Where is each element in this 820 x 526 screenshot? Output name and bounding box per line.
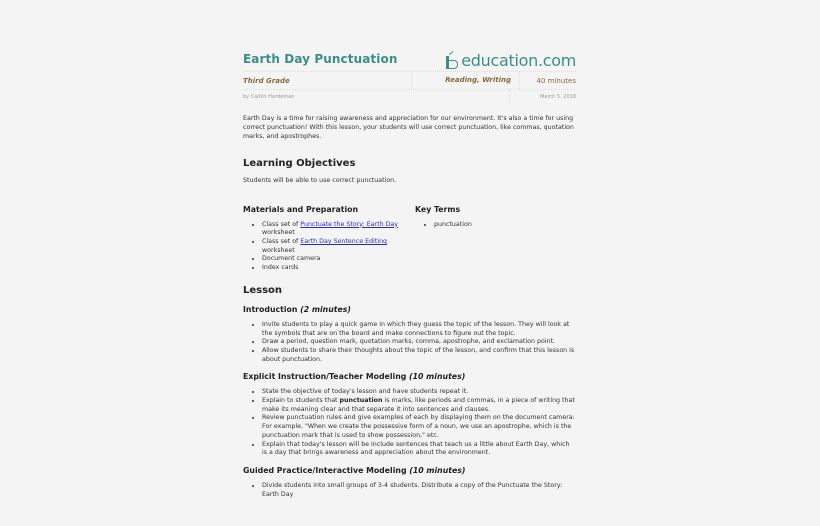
materials-section (243, 205, 415, 273)
objectives-text: Students will be able to use correct punctuation. (243, 176, 397, 184)
item-text: Explain to students that (262, 397, 340, 405)
subject-label: Reading, Writing (411, 72, 520, 89)
grade-label: Third Grade (243, 76, 290, 85)
list-item (262, 238, 415, 255)
materials-list (243, 221, 415, 273)
key-terms-section (415, 205, 576, 273)
education-logo[interactable] (445, 51, 576, 70)
materials-heading: Materials and Preparation (243, 204, 359, 214)
explicit-instruction-list (243, 388, 576, 458)
publish-date: March 5, 2018 (509, 90, 576, 104)
materials-keyterms (243, 205, 576, 273)
intro-paragraph: Earth Day is a time for raising awareness and appreciation for our environment. It's also a time for using correct punctuation! With this lesson, your students will use correct punctuation, like commas, quotation marks, and apostrophes. (243, 115, 574, 141)
book-logo-icon (445, 52, 459, 70)
introduction-list (243, 321, 576, 365)
item-text: worksheet (262, 246, 295, 254)
guided-practice-list (243, 482, 576, 499)
list-item: • Allow students to share their thoughts about the topic of the lesson, and confirm that this lesson is about punctuation. (262, 347, 576, 364)
list-item: • punctuation (434, 221, 576, 230)
duration-label: 40 minutes (536, 76, 576, 85)
explicit-instruction-heading (243, 372, 576, 382)
key-terms-list (415, 221, 576, 230)
title-row (243, 44, 576, 70)
list-item: • Index cards (262, 264, 415, 273)
list-item: • Divide students into small groups of 3-4 students. Distribute a copy of the Punctuate the Story: Earth Day (262, 482, 576, 499)
objectives-heading: Learning Objectives (243, 157, 356, 169)
list-item: • Draw a period, question mark, quotation marks, comma, apostrophe, and exclamation point. (262, 338, 576, 347)
section-time: (10 minutes) (409, 465, 466, 475)
list-item: • Document camera (262, 255, 415, 264)
section-title: Explicit Instruction/Teacher Modeling (243, 372, 407, 382)
list-item: • Review punctuation rules and give examples of each by displaying them on the document camera: For example, "When we create the possessive form of a noun, we use an apostrophe, which is the punctuation mark that is used to show possession," etc. (262, 414, 576, 440)
key-term: punctuation (339, 397, 383, 405)
page-title: Earth Day Punctuation (243, 52, 398, 66)
section-time: (2 minutes) (300, 304, 351, 314)
worksheet-link[interactable]: Punctuate the Story: Earth Day (300, 220, 399, 228)
item-text: Class set of (262, 238, 301, 246)
list-item (262, 397, 576, 414)
list-item: • Invite students to play a quick game in which they guess the topic of the lesson. They will look at the symbols that are on the board and make connections to figure out the topic. (262, 321, 576, 338)
section-title: Guided Practice/Interactive Modeling (243, 465, 407, 475)
introduction-heading (243, 305, 576, 315)
list-item: • Explain that today's lesson will be include sentences that teach us a little about Earth Day, which is a day that brings awareness and appreciation about the environment. (262, 441, 576, 458)
key-terms-heading: Key Terms (415, 204, 461, 214)
lesson-heading: Lesson (243, 284, 283, 296)
section-title: Introduction (243, 304, 298, 314)
list-item (262, 221, 415, 238)
item-text: Class set of (262, 220, 301, 228)
lesson-plan-page (243, 44, 576, 499)
worksheet-link[interactable]: Earth Day Sentence Editing (300, 238, 388, 246)
item-text: worksheet (262, 229, 295, 237)
list-item: • State the objective of today's lesson and have students repeat it. (262, 388, 576, 397)
guided-practice-heading (243, 466, 576, 476)
logo-text: education (461, 51, 538, 70)
byline-row (243, 90, 576, 104)
meta-row (243, 71, 576, 90)
logo-suffix: .com (537, 51, 576, 70)
author: by Caitlin Hardeman (243, 94, 295, 100)
item-text: is marks, like periods and commas, in a piece of writing that make its meaning clear and that separate it into sentences and clauses. (262, 397, 575, 413)
section-time: (10 minutes) (409, 372, 466, 382)
